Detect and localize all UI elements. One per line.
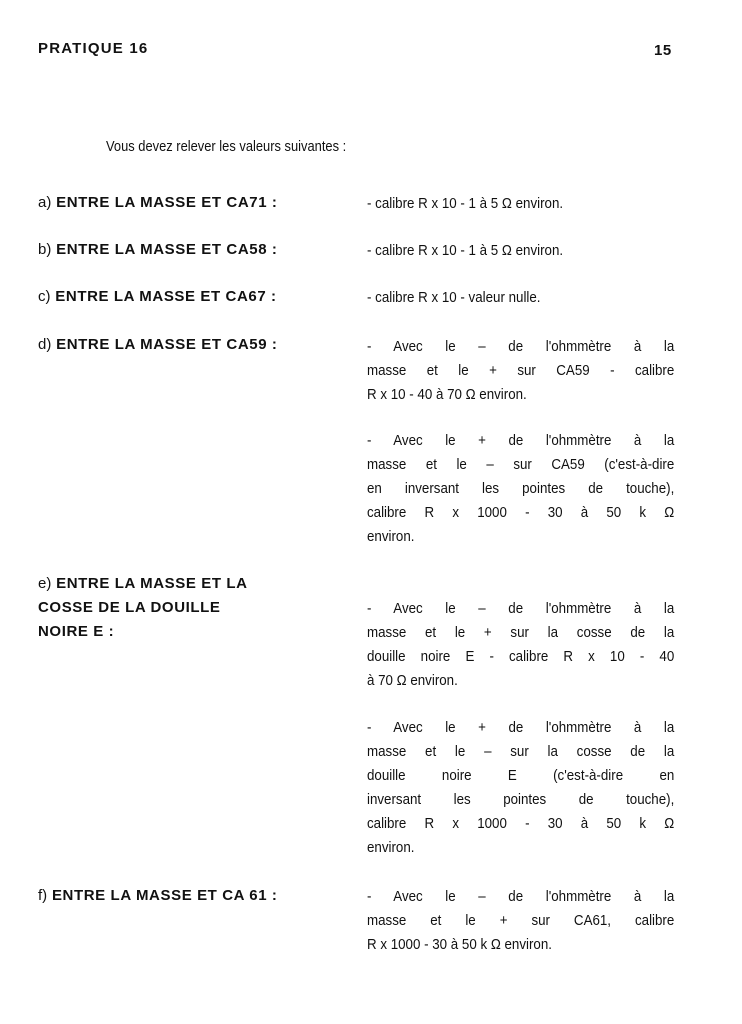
entry-f-line: R x 1000 - 30 à 50 k Ω environ. — [367, 937, 552, 953]
entry-a-text-line: - calibre R x 10 - 1 à 5 Ω environ. — [367, 196, 564, 212]
intro-text: Vous devez relever les valeurs suivantes : — [106, 138, 347, 155]
entry-c-label — [38, 285, 277, 309]
entry-c-text-line: - calibre R x 10 - valeur nulle. — [367, 290, 541, 306]
entry-e-p1-line: - Avec le – de l'ohmmètre à la — [367, 601, 675, 617]
entry-f-line: masse et le + sur CA61, calibre — [367, 913, 675, 929]
entry-e-p1-line: masse et le + sur la cosse de la — [367, 625, 675, 641]
entry-e-label-line: NOIRE E : — [38, 623, 115, 640]
entry-f-label-line: ENTRE LA MASSE ET CA 61 : — [51, 887, 278, 904]
entry-b-prefix: b) — [38, 241, 52, 258]
page-number: 15 — [654, 42, 672, 59]
entry-f-line: - Avec le – de l'ohmmètre à la — [367, 889, 675, 905]
entry-b-label — [38, 238, 278, 262]
entry-a-prefix: a) — [38, 194, 52, 211]
entry-e-prefix: e) — [38, 575, 52, 592]
entry-d-p2-line: calibre R x 1000 - 30 à 50 k Ω — [367, 505, 675, 521]
entry-d-label-line: ENTRE LA MASSE ET CA59 : — [56, 336, 278, 353]
entry-b-description — [367, 239, 674, 263]
entry-e-p2-line: douille noire E (c'est-à-dire en — [367, 768, 675, 784]
entry-c-description — [367, 286, 674, 310]
entry-d-label — [38, 333, 278, 357]
page-header-title: PRATIQUE 16 — [38, 40, 149, 57]
entry-e-p1-line: à 70 Ω environ. — [367, 673, 458, 689]
entry-e-p2-line: - Avec le + de l'ohmmètre à la — [367, 720, 675, 736]
entry-c-prefix: c) — [38, 288, 51, 305]
entry-e-label — [38, 572, 248, 644]
entry-d-p2-line: en inversant les pointes de touche), — [367, 481, 675, 497]
entry-d-p2-line: environ. — [367, 529, 415, 545]
entry-b-label-line: ENTRE LA MASSE ET CA58 : — [56, 241, 278, 258]
entry-d-p1-line: R x 10 - 40 à 70 Ω environ. — [367, 387, 527, 403]
entry-a-label-line: ENTRE LA MASSE ET CA71 : — [56, 194, 278, 211]
entry-e-p2-line: inversant les pointes de touche), — [367, 792, 675, 808]
entry-d-p2-line: - Avec le + de l'ohmmètre à la — [367, 433, 675, 449]
entry-e-p2-line: calibre R x 1000 - 30 à 50 k Ω — [367, 816, 675, 832]
entry-d-paragraph-1 — [367, 335, 674, 407]
entry-c-label-line: ENTRE LA MASSE ET CA67 : — [55, 288, 277, 305]
entry-e-p2-line: masse et le – sur la cosse de la — [367, 744, 675, 760]
entry-f-prefix: f) — [38, 887, 48, 904]
entry-e-p1-line: douille noire E - calibre R x 10 - 40 — [367, 649, 675, 665]
entry-f-description — [367, 885, 674, 957]
entry-f-label — [38, 884, 278, 908]
entry-e-label-line: ENTRE LA MASSE ET LA — [56, 575, 248, 592]
entry-a-description — [367, 192, 674, 216]
entry-d-p1-line: - Avec le – de l'ohmmètre à la — [367, 339, 675, 355]
entry-b-text-line: - calibre R x 10 - 1 à 5 Ω environ. — [367, 243, 564, 259]
entry-e-p2-line: environ. — [367, 840, 415, 856]
entry-d-paragraph-2 — [367, 429, 674, 549]
entry-a-label — [38, 191, 278, 215]
entry-e-label-line: COSSE DE LA DOUILLE — [38, 599, 221, 616]
entry-e-paragraph-2 — [367, 716, 674, 860]
entry-d-p2-line: masse et le – sur CA59 (c'est-à-dire — [367, 457, 675, 473]
entry-e-paragraph-1 — [367, 597, 674, 693]
entry-d-prefix: d) — [38, 336, 52, 353]
entry-d-p1-line: masse et le + sur CA59 - calibre — [367, 363, 675, 379]
